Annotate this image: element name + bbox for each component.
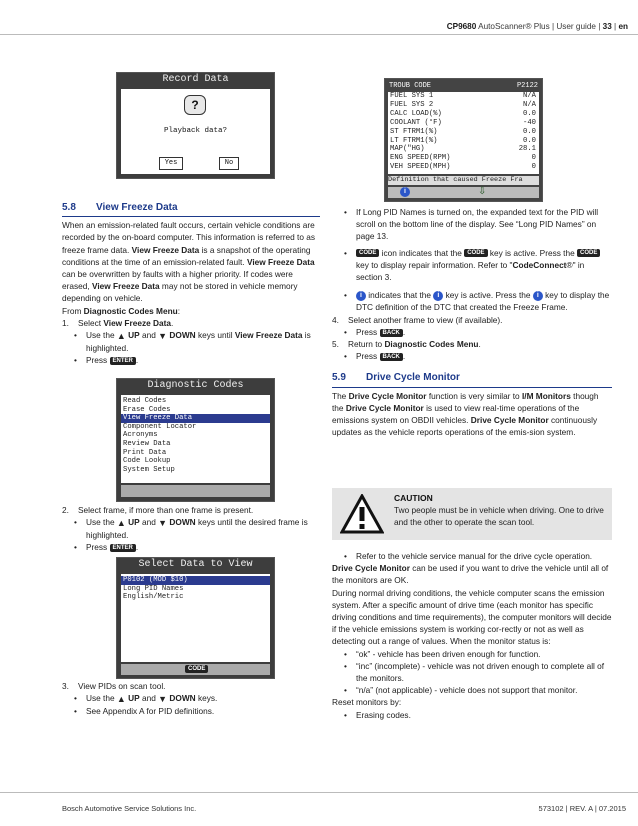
erase-codes-bullet [332,709,612,721]
bullet: • [344,207,347,217]
text: is highlighted. [86,330,311,353]
pid-label: ENG SPEED(RPM) [390,154,451,163]
freeze-frame-row [388,110,539,119]
step-text: Select [78,317,104,328]
code-icon: CODE [356,249,379,257]
diagnostic-codes-footer [121,485,270,497]
section-rule [332,387,612,388]
normal-driving-para: During normal driving conditions, the vehicle computer scans the emission system. After a specific amount of drive time (each monitor has specific driving conditions and time requirements), the computer monitors will decide if the vehicle emissions system is working cor-rectly or not as well as detecting out a range of values. When the monitor status is: [332,587,612,647]
step-1-bullet-use [62,329,320,354]
down-label: DOWN [169,517,196,528]
no-button[interactable]: No [219,157,239,170]
code-icon-bullet [332,247,612,284]
freeze-frame-row [388,101,539,110]
text: Press [86,542,108,553]
intro-bold: View Freeze Data [91,281,160,292]
text: Use the [86,693,117,704]
text: keys. [195,693,218,704]
bullet: • [344,551,347,561]
bold-text: Drive Cycle Monitor [348,390,427,401]
page-header [0,0,638,44]
menu-item[interactable]: Read Codes [123,397,167,405]
code-key-icon[interactable]: CODE [185,665,208,673]
freeze-frame-row [388,92,539,101]
down-arrow-icon: ▼ [158,693,168,704]
menu-item[interactable]: View Freeze Data [121,414,270,423]
text: key to display repair information. Refer to " [356,259,513,270]
bullet: • [74,355,77,366]
footer-rule [0,792,638,793]
pid-label: FUEL SYS 2 [390,100,434,109]
colon: : [177,305,181,316]
step-1-bullet-press [62,354,320,366]
text: function is very similar to [426,390,522,401]
freeze-frame-header [389,82,538,91]
pid-label: VEH SPEED(MPH) [390,163,451,172]
step-3 [62,680,320,692]
bullet: • [74,706,77,717]
text: ®" in section 3. [356,259,585,283]
pid-value: 0.0 [523,127,536,136]
menu-item[interactable]: English/Metric [123,593,184,602]
code-key-icon: CODE [577,249,600,257]
enter-key-icon: ENTER [110,544,136,552]
text: key is active. Press the [487,247,578,258]
text: and [139,330,159,341]
intro-text: may not be stored in vehicle memory depending on vehicle. [62,281,298,304]
caution-text: Two people must be in vehicle when driving. One to drive and the other to operate the scan tool. [394,505,604,527]
menu-item[interactable]: Acronyms [123,431,158,440]
select-data-body [121,574,270,662]
text: icon indicates that the [379,247,465,258]
freeze-frame-row [388,163,539,172]
right-column-2 [332,550,612,721]
text: though the [332,390,599,413]
step-1 [62,317,320,329]
enter-key-icon: ENTER [110,357,136,365]
bold-text: View Freeze Data [234,330,303,341]
yes-button[interactable]: Yes [159,157,183,170]
bullet: • [74,330,77,341]
bold-text: Diagnostic Codes Menu [384,339,479,350]
bullet: • [344,648,347,659]
record-data-screen [116,72,275,179]
text: Refer to the vehicle service manual for the drive cycle operation. [356,551,593,561]
header-text [447,22,628,31]
pid-scroll-text: Definition that caused Freeze Fra [388,176,539,185]
diagnostic-codes-screen [116,378,275,502]
step-5 [332,338,612,350]
record-data-title: Record Data [117,73,274,87]
record-data-body [121,89,270,174]
section-5-9-intro [332,390,612,439]
step-5-bullet: • Press BACK . [344,351,406,362]
text: Erasing codes. [356,709,411,720]
bullet: • [74,693,77,704]
down-label: DOWN [169,330,196,341]
troub-code-label: TROUB CODE [389,82,432,90]
pid-label: CALC LOAD(%) [390,109,442,118]
section-5-8-heading [62,202,320,214]
text: . [135,355,139,366]
bullet: • [74,542,77,553]
freeze-frame-body [388,92,539,174]
text: Use the [86,330,117,341]
status-inc [332,660,612,684]
pid-value: -40 [523,118,536,127]
reset-monitors: Reset monitors by: [332,697,402,708]
pid-label: LT FTRM1(%) [390,136,438,145]
step-bold: View Freeze Data [103,317,172,328]
playback-message: Playback data? [163,127,227,135]
pid-label: ST FTRM1(%) [390,127,438,136]
up-arrow-icon: ▲ [116,693,126,704]
left-column-2 [62,504,320,554]
info-key-icon: i [433,291,443,301]
text: keys until [195,330,235,341]
text: continuously updates as the vehicle reports operations of the emis-sion system. [332,415,598,438]
product-name: CP9680 [446,22,477,31]
bold-text: CodeConnect [512,259,567,270]
bullet: • [344,326,347,337]
question-icon: ? [184,95,206,115]
text: Press [356,351,378,362]
text: Use the [86,517,117,528]
pid-value: 0 [531,154,536,163]
step-2-bullet-press [62,541,320,553]
code-key-icon: CODE [464,249,487,257]
text: can be used if you want to drive the vehicle until all of the monitors are OK. [332,563,609,586]
up-label: UP [128,330,140,341]
diagnostic-codes-body [121,395,270,483]
step-2 [62,504,320,516]
step-4 [332,314,612,326]
step-number: 3. [62,681,69,691]
pid-value: 0.0 [523,136,536,145]
diagnostic-codes-title: Diagnostic Codes [117,379,274,393]
text: . [135,542,139,553]
step-2-bullet-use [62,516,320,541]
bullet: • [344,290,347,301]
menu-item[interactable]: Erase Codes [123,405,171,414]
freeze-frame-row [388,137,539,146]
freeze-frame-iconbar [388,187,539,198]
down-arrow-icon[interactable]: ⇩ [478,186,487,197]
header-sep: | [611,22,619,31]
footer-company: Bosch Automotive Service Solutions Inc. [62,804,197,813]
step-number: 5. [332,339,339,350]
text: keys until the desired frame is highlighted. [86,517,308,541]
text: . [478,339,481,350]
select-data-footer [121,664,270,675]
freeze-frame-row [388,154,539,163]
up-label: UP [128,693,140,704]
menu-item[interactable]: Component Locator [123,422,197,431]
section-rule [62,216,320,217]
from-label: From [62,305,84,316]
select-data-menu [121,574,270,602]
text: key is active. Press the [443,290,533,301]
intro-text: is a snapshot of the operating conditions at the time of an emission-related fault. [62,244,311,267]
pid-value: 0 [531,163,536,172]
right-column [332,206,612,438]
select-data-screen [116,557,275,679]
warning-icon [340,494,384,534]
bullet: • [344,351,347,362]
step-number: 2. [62,505,69,515]
text: “ok” - vehicle has been driven enough for function. [356,648,541,659]
up-label: UP [128,517,140,528]
menu-item[interactable]: Long PID Names [123,584,184,593]
freeze-frame-screen [384,78,543,202]
section-5-8-intro [62,219,320,304]
page-number: 33 [602,22,612,31]
section-number: 5.9 [332,372,346,384]
bullet: • [344,685,347,696]
down-arrow-icon: ▼ [158,517,168,528]
step-text: Select frame, if more than one frame is present. [78,505,254,515]
up-arrow-icon: ▲ [116,517,126,528]
status-na [332,684,612,696]
text: Return to [348,339,385,350]
text: If Long PID Names is turned on, the expanded text for the PID will scroll on the bottom line of the display. See “Long PID Names” on page 13. [356,207,599,242]
pid-label: FUEL SYS 1 [390,92,434,100]
intro-bold: View Freeze Data [131,244,200,255]
menu-item[interactable]: System Setup [123,465,175,474]
step-number: 4. [332,314,339,325]
text: indicates that the [366,290,434,301]
pid-value: 28.1 [518,145,536,154]
step-text: Select another frame to view (if available). [348,314,503,325]
step-4-bullet: • Press BACK . [344,326,406,337]
info-icon-bullet [332,289,612,313]
text: Press [86,355,108,366]
intro-text: When an emission-related fault occurs, certain vehicle conditions are recorded by the on-board computer. This information is referred to as freeze frame data. [62,220,316,255]
freeze-frame-row [388,145,539,154]
freeze-frame-rows [388,92,539,172]
down-label: DOWN [169,693,196,704]
from-menu-line [62,305,320,317]
drive-cycle-para [332,562,612,586]
freeze-frame-row [388,119,539,128]
footer-docref: 573102 | REV. A | 07.2015 [538,804,626,813]
text: “inc” (incomplete) - vehicle was not driven enough to complete all of the monitors. [356,660,605,684]
info-icon: i [356,291,366,301]
bullet: • [74,517,77,528]
caution-title: CAUTION [394,493,433,503]
section-title: Drive Cycle Monitor [366,372,460,384]
bold-text: Drive Cycle Monitor [345,402,424,413]
section-5-9-heading [332,372,612,384]
troub-code-value: P2122 [516,82,538,90]
text: Press [356,326,378,337]
up-arrow-icon: ▲ [116,330,126,341]
text: See Appendix A for PID definitions. [86,706,215,717]
pid-label: MAP("HG) [390,145,425,154]
left-column-3 [62,680,320,717]
pid-value: N/A [523,100,536,109]
info-key-icon: i [533,291,543,301]
intro-bold: View Freeze Data [246,256,315,267]
text: key to display the DTC definition of the DTC that created the Freeze Frame. [356,290,610,313]
pid-value: N/A [523,92,536,100]
intro-text: can be overwritten by faults with a higher priority. If codes were erased, [62,269,293,292]
bold-text: Drive Cycle Monitor [470,415,549,426]
text: and [139,517,159,528]
section-title: View Freeze Data [96,202,178,213]
back-key-icon: BACK [380,329,403,337]
menu-item[interactable]: P0102 (MOD $10) [121,576,270,585]
select-data-title: Select Data to View [117,558,274,572]
text: The [332,390,349,401]
bullet: • [344,247,347,258]
text: and [139,693,159,704]
header-rule [0,34,638,35]
menu-item[interactable]: Print Data [123,448,167,457]
step-3-bullet-see [62,705,320,717]
menu-item[interactable]: Code Lookup [123,457,171,466]
menu-item[interactable]: Review Data [123,439,171,448]
text: is used to view real-time operations of the emissions system on OBDII vehicles. [332,402,580,426]
down-arrow-icon: ▼ [158,330,168,341]
back-key-icon: BACK [380,353,403,361]
info-icon[interactable]: i [400,187,410,197]
long-pid-bullet [332,206,612,243]
caution-box [332,488,612,540]
bold-text: Drive Cycle Monitor [332,563,410,574]
status-ok [332,648,612,660]
step-number: 1. [62,317,69,328]
pid-label: COOLANT (°F) [390,118,442,127]
service-manual-bullet [332,550,612,562]
pid-value: 0.0 [523,109,536,118]
header-guide: AutoScanner® Plus | User guide | [476,22,603,31]
bold-text: I/M Monitors [521,390,571,401]
bullet: • [344,660,347,671]
step-end: . [171,317,174,328]
left-column [62,202,320,366]
from-menu: Diagnostic Codes Menu [83,305,178,316]
section-number: 5.8 [62,202,76,213]
page-footer [0,792,638,826]
step-text: View PIDs on scan tool. [78,681,166,691]
header-lang: en [618,22,628,31]
step-3-bullet-use [62,692,320,705]
text: “n/a” (not applicable) - vehicle does not support that monitor. [356,685,578,696]
bullet: • [344,709,347,720]
freeze-frame-row [388,128,539,137]
diagnostic-codes-menu [121,395,270,474]
